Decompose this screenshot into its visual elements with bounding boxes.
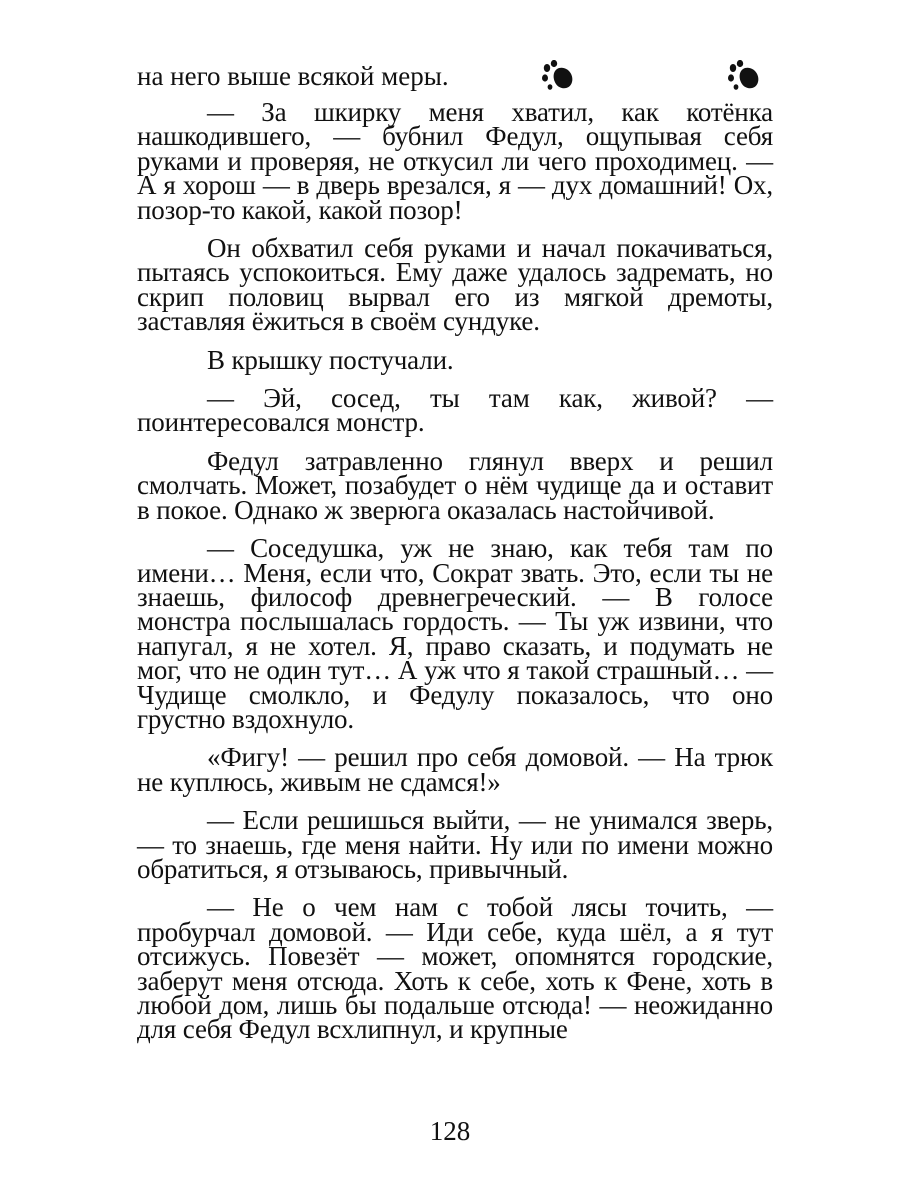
paw-print-icon	[541, 60, 577, 94]
paragraph: — Эй, сосед, ты там как, живой? — поинтересовался монстр.	[137, 383, 773, 438]
paragraph: — Соседушка, уж не знаю, как тебя там по имени… Меня, если что, Сократ звать. Это, если ты не знаешь, философ древнегреческий. — В голосе монстра послышалась гордость. — Ты уж извини, что напугал, я не хотел. Я, право сказать, и подумать не мог, что не один тут… А уж что я такой страшный… — Чудище смолкло, и Федулу показалось, что оно грустно вздохнуло.	[137, 533, 773, 734]
paragraph: — Если решишься выйти, — не унимался зверь, — то знаешь, где меня найти. Ну или по имени можно обратиться, я отзываюсь, привычный.	[137, 805, 773, 884]
paragraph: — За шкирку меня хватил, как котёнка нашкодившего, — бубнил Федул, ощупывая себя руками и проверяя, не откусил ли чего проходимец. — А я хорош — в дверь врезался, я — дух домашний! Ох, позор-то какой, какой позор!	[137, 97, 773, 225]
first-line-text: на него выше всякой меры.	[137, 61, 449, 91]
paragraph: В крышку постучали.	[207, 344, 454, 375]
paragraph: «Фигу! — решил про себя домовой. — На трюк не куплюсь, живым не сдамся!»	[137, 742, 773, 797]
paragraph: Он обхватил себя руками и начал покачиваться, пытаясь успокоиться. Ему даже удалось задремать, но скрип половиц вырвал его из мягкой дремоты, заставляя ёжиться в своём сундуке.	[137, 233, 773, 337]
book-page-text	[137, 60, 773, 1056]
paragraph: — Не о чем нам с тобой лясы точить, — пробурчал домовой. — Иди себе, куда шёл, а я тут отсижусь. Повезёт — может, опомнятся городские, заберут меня отсюда. Хоть к себе, хоть к Фене, хоть в любой дом, лишь бы подальше отсюда! — неожиданно для себя Федул всхлипнул, и крупные	[137, 892, 773, 1045]
paw-print-icon	[727, 60, 763, 94]
page-number: 128	[429, 1116, 471, 1146]
paragraph: Федул затравленно глянул вверх и решил смолчать. Может, позабудет о нём чудище да и оставит в покое. Однако ж зверюга оказалась настойчивой.	[137, 445, 773, 525]
continued-line	[137, 60, 773, 100]
